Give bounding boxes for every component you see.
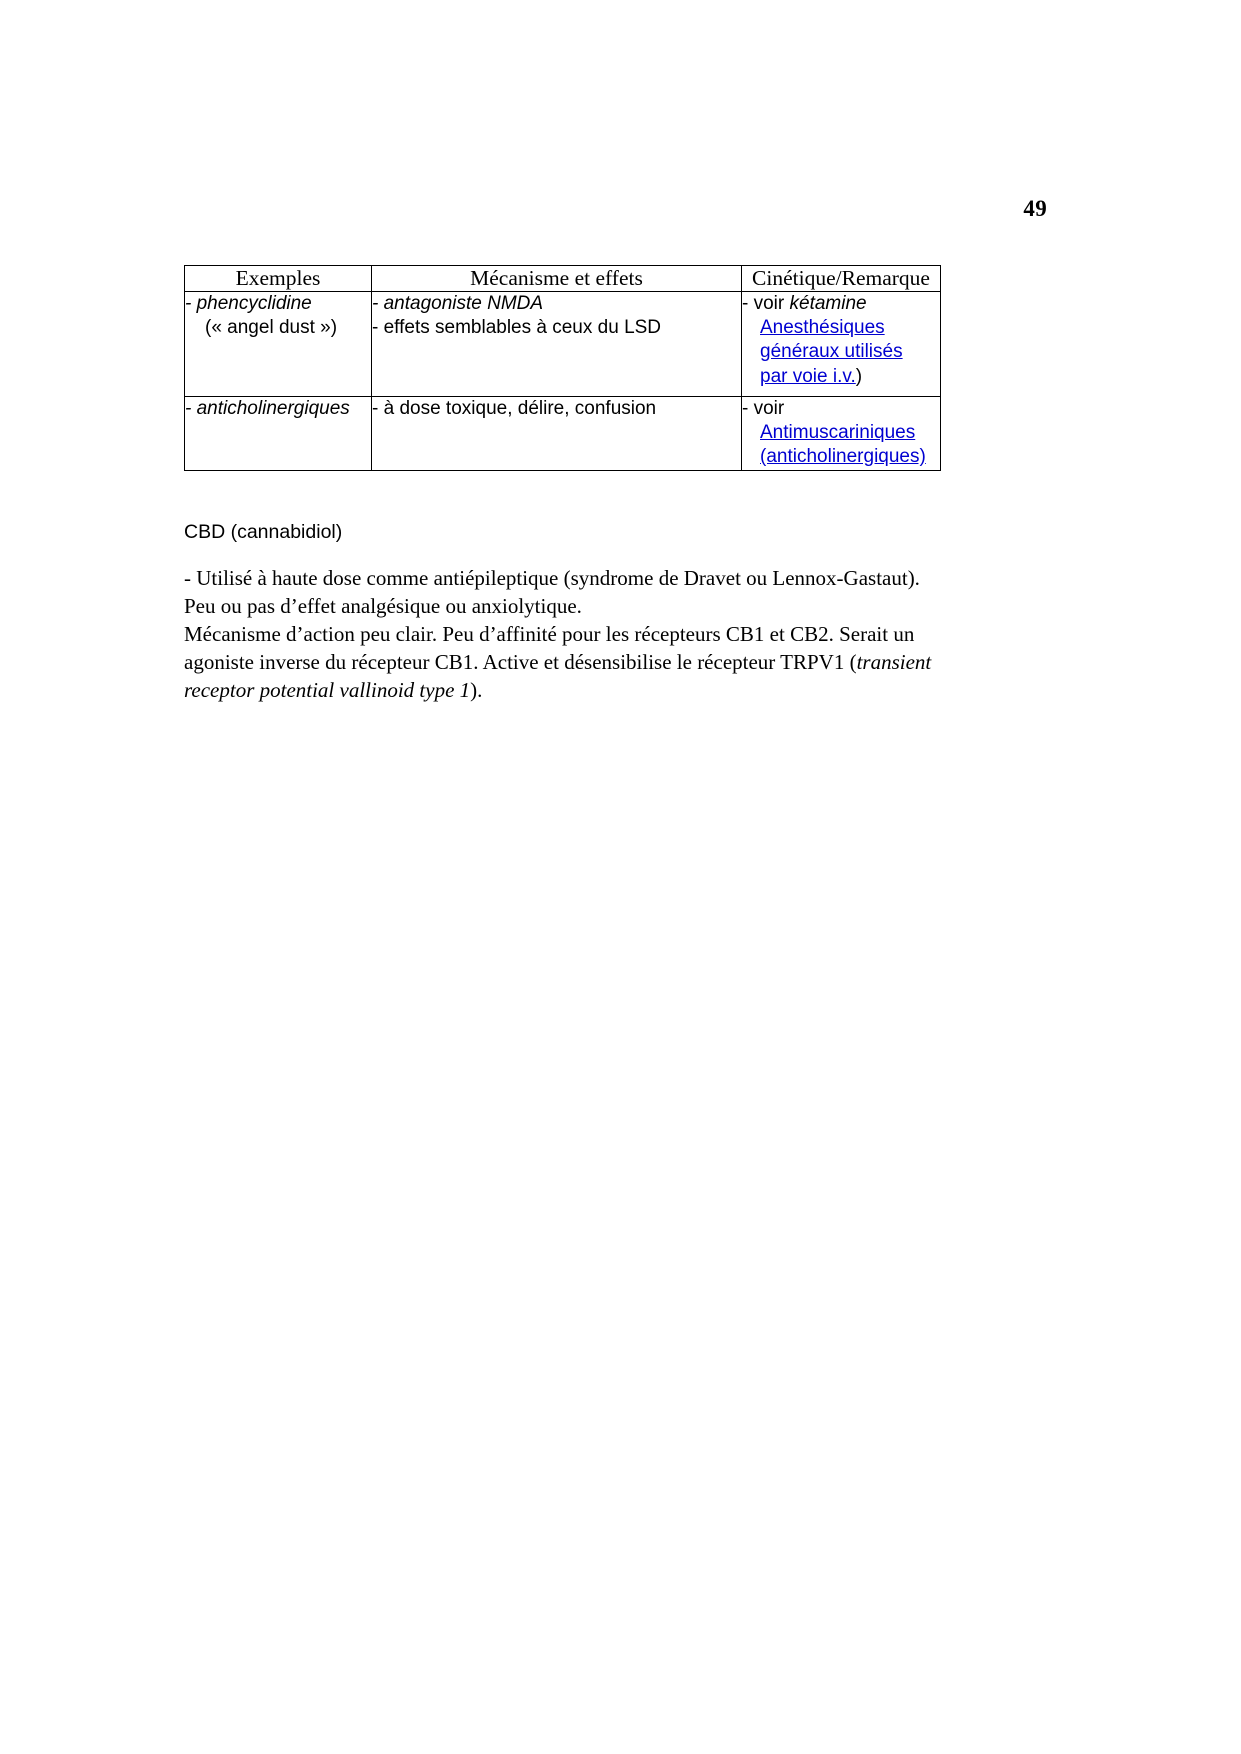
mechanism-line-2: - effets semblables à ceux du LSD — [372, 317, 662, 339]
example-name: - anticholinergiques — [185, 397, 350, 419]
remark-prefix: - voir — [742, 292, 790, 314]
cell-mecanisme-phencyclidine — [372, 291, 742, 396]
link-anesthesiques-generaux-line-3[interactable]: par voie i.v. — [760, 365, 856, 387]
mechanism-line-1: - antagoniste NMDA — [372, 292, 544, 314]
example-name: - phencyclidine — [185, 292, 312, 314]
remark-prefix: - voir — [742, 397, 785, 419]
column-header-exemples: Exemples — [185, 266, 372, 292]
cell-remarque-anticholinergiques — [742, 396, 941, 470]
drug-table — [184, 265, 941, 471]
table-row — [185, 291, 941, 396]
paragraph-mechanism — [184, 621, 944, 705]
cell-exemples-phencyclidine — [185, 291, 372, 396]
paragraph-mechanism-tail: ). — [470, 677, 483, 702]
section-body-cbd — [184, 565, 944, 705]
link-anesthesiques-generaux-line-3-wrapper — [742, 365, 940, 389]
cell-remarque-phencyclidine — [742, 291, 941, 396]
column-header-mecanisme-et-effets: Mécanisme et effets — [372, 266, 742, 292]
mechanism-line-1: - à dose toxique, délire, confusion — [372, 397, 657, 419]
section-heading-cbd: CBD (cannabidiol) — [184, 521, 343, 543]
link-antimuscariniques-line-1[interactable]: Antimuscariniques — [760, 422, 916, 444]
link-anesthesiques-generaux-line-2[interactable]: généraux utilisés — [760, 341, 903, 363]
example-alias: (« angel dust ») — [205, 317, 338, 339]
column-header-cinetique-remarque: Cinétique/Remarque — [742, 266, 941, 292]
paragraph-mechanism-italic-term: transient receptor potential vallinoid type 1 — [184, 649, 932, 702]
remark-cross-reference-ketamine: kétamine — [789, 292, 867, 314]
page-number: 49 — [1023, 196, 1047, 221]
table-row — [185, 396, 941, 470]
cell-exemples-anticholinergiques — [185, 396, 372, 470]
link-anesthesiques-generaux-line-1[interactable]: Anesthésiques — [760, 317, 885, 339]
remark-closing-paren: ) — [855, 365, 863, 387]
link-antimuscariniques-line-2[interactable]: (anticholinergiques) — [760, 446, 926, 468]
table-header-row — [185, 266, 941, 292]
paragraph-mechanism-text: Mécanisme d’action peu clair. Peu d’affinité pour les récepteurs CB1 et CB2. Serait un agoniste inverse du récepteur CB1. Active et désensibilise le récepteur TRPV1 ( — [184, 621, 915, 674]
drug-table-container — [184, 265, 937, 471]
cell-mecanisme-anticholinergiques — [372, 396, 742, 470]
paragraph-intro: - Utilisé à haute dose comme antiépileptique (syndrome de Dravet ou Lennox-Gastaut). Peu ou pas d’effet analgésique ou anxiolytique. — [184, 566, 920, 618]
